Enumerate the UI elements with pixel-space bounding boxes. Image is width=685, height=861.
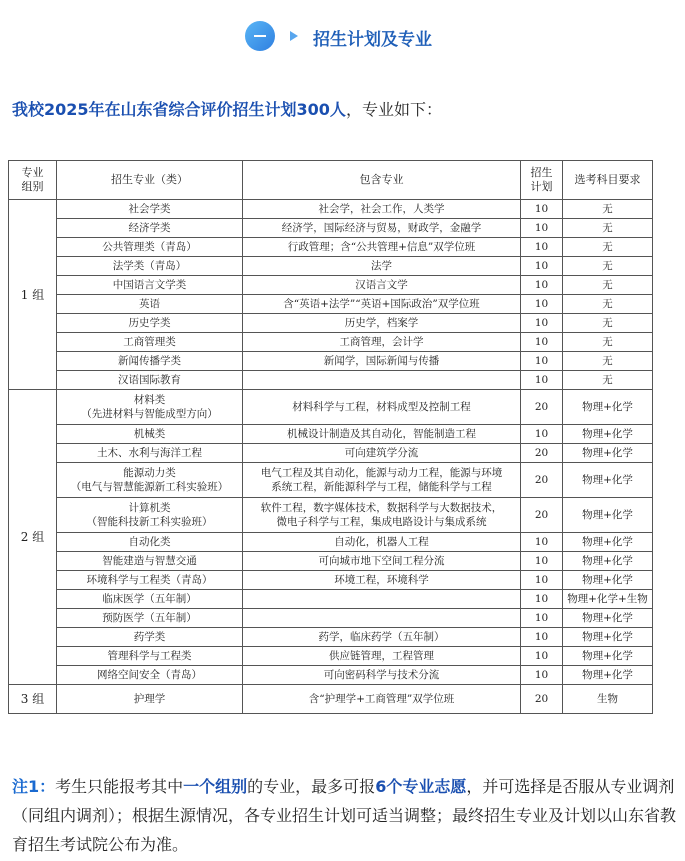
triangle-marker-icon	[290, 31, 298, 41]
table-row	[9, 609, 653, 628]
subjects-cell: 物理+化学	[563, 628, 653, 647]
note-paragraph	[12, 772, 677, 859]
table-row	[9, 533, 653, 552]
major-cell: 能源动力类 （电气与智慧能源新工科实验班）	[57, 463, 243, 498]
includes-cell: 含“护理学+工商管理”双学位班	[243, 685, 521, 714]
major-cell: 英语	[57, 295, 243, 314]
group-cell: 1 组	[9, 200, 57, 390]
quota-cell: 20	[521, 444, 563, 463]
table-row	[9, 333, 653, 352]
includes-cell: 可向建筑学分流	[243, 444, 521, 463]
table-row	[9, 371, 653, 390]
quota-cell: 20	[521, 463, 563, 498]
note-text-2: 的专业，最多可报	[247, 777, 376, 796]
subjects-cell: 无	[563, 219, 653, 238]
major-cell: 公共管理类（青岛）	[57, 238, 243, 257]
subjects-cell: 无	[563, 333, 653, 352]
subjects-cell: 物理+化学	[563, 425, 653, 444]
table-row	[9, 219, 653, 238]
subjects-cell: 物理+化学	[563, 609, 653, 628]
major-cell: 法学类（青岛）	[57, 257, 243, 276]
subjects-cell: 无	[563, 238, 653, 257]
subjects-cell: 物理+化学	[563, 390, 653, 425]
quota-cell: 10	[521, 571, 563, 590]
major-cell: 工商管理类	[57, 333, 243, 352]
major-cell: 药学类	[57, 628, 243, 647]
major-cell: 网络空间安全（青岛）	[57, 666, 243, 685]
quota-cell: 10	[521, 219, 563, 238]
table-row	[9, 276, 653, 295]
includes-cell: 含“英语+法学”“英语+国际政治”双学位班	[243, 295, 521, 314]
includes-cell: 汉语言文学	[243, 276, 521, 295]
col-header-group: 专业 组别	[9, 161, 57, 200]
table-row	[9, 314, 653, 333]
table-row	[9, 685, 653, 714]
includes-cell: 电气工程及其自动化，能源与动力工程，能源与环境 系统工程，新能源科学与工程，储能科学与工程	[243, 463, 521, 498]
table-row	[9, 463, 653, 498]
subjects-cell: 无	[563, 314, 653, 333]
table-row	[9, 200, 653, 219]
major-cell: 土木、水利与海洋工程	[57, 444, 243, 463]
subjects-cell: 无	[563, 371, 653, 390]
includes-cell	[243, 609, 521, 628]
quota-cell: 10	[521, 257, 563, 276]
includes-cell: 行政管理；含“公共管理+信息”双学位班	[243, 238, 521, 257]
includes-cell: 环境工程，环境科学	[243, 571, 521, 590]
quota-cell: 10	[521, 533, 563, 552]
major-cell: 历史学类	[57, 314, 243, 333]
table-row	[9, 498, 653, 533]
note-emphasis-1: 一个组别	[183, 777, 248, 796]
note-text-3: ，并可选择是否服从专业调剂（同组内调剂）；根据生源情况，各专业招生计划可适当调整；最终招生专业及计划以山东省教育招生考试院公布为准。	[12, 777, 677, 854]
subjects-cell: 物理+化学	[563, 444, 653, 463]
note-label: 注1：	[12, 777, 56, 796]
quota-cell: 20	[521, 498, 563, 533]
section-title: 招生计划及专业	[313, 30, 432, 50]
note-emphasis-2: 6个专业志愿	[375, 777, 467, 796]
quota-cell: 10	[521, 200, 563, 219]
intro-rest: ，专业如下：	[345, 100, 442, 119]
major-cell: 经济学类	[57, 219, 243, 238]
subjects-cell: 物理+化学	[563, 498, 653, 533]
major-cell: 管理科学与工程类	[57, 647, 243, 666]
includes-cell: 材料科学与工程，材料成型及控制工程	[243, 390, 521, 425]
table-row	[9, 352, 653, 371]
quota-cell: 10	[521, 238, 563, 257]
includes-cell: 软件工程，数字媒体技术，数据科学与大数据技术， 微电子科学与工程，集成电路设计与集成系统	[243, 498, 521, 533]
admission-plan-table	[8, 160, 653, 714]
includes-cell: 药学，临床药学（五年制）	[243, 628, 521, 647]
subjects-cell: 无	[563, 295, 653, 314]
table-row	[9, 425, 653, 444]
intro-line	[12, 97, 442, 120]
quota-cell: 10	[521, 666, 563, 685]
quota-cell: 10	[521, 647, 563, 666]
includes-cell: 新闻学，国际新闻与传播	[243, 352, 521, 371]
dash-circle-icon	[245, 21, 275, 51]
includes-cell: 经济学，国际经济与贸易，财政学，金融学	[243, 219, 521, 238]
major-cell: 社会学类	[57, 200, 243, 219]
major-cell: 自动化类	[57, 533, 243, 552]
includes-cell: 供应链管理，工程管理	[243, 647, 521, 666]
table-row	[9, 628, 653, 647]
table-header-row	[9, 161, 653, 200]
quota-cell: 10	[521, 628, 563, 647]
subjects-cell: 无	[563, 352, 653, 371]
quota-cell: 10	[521, 276, 563, 295]
major-cell: 新闻传播学类	[57, 352, 243, 371]
subjects-cell: 物理+化学	[563, 463, 653, 498]
col-header-major: 招生专业（类）	[57, 161, 243, 200]
major-cell: 中国语言文学类	[57, 276, 243, 295]
table-body	[9, 200, 653, 714]
group-cell: 3 组	[9, 685, 57, 714]
includes-cell	[243, 590, 521, 609]
major-cell: 材料类 （先进材料与智能成型方向）	[57, 390, 243, 425]
includes-cell: 社会学，社会工作，人类学	[243, 200, 521, 219]
quota-cell: 10	[521, 333, 563, 352]
col-header-quota: 招生 计划	[521, 161, 563, 200]
quota-cell: 10	[521, 609, 563, 628]
quota-cell: 10	[521, 352, 563, 371]
subjects-cell: 物理+化学	[563, 552, 653, 571]
major-cell: 机械类	[57, 425, 243, 444]
subjects-cell: 物理+化学	[563, 571, 653, 590]
major-cell: 预防医学（五年制）	[57, 609, 243, 628]
subjects-cell: 物理+化学	[563, 666, 653, 685]
includes-cell: 历史学，档案学	[243, 314, 521, 333]
table-row	[9, 390, 653, 425]
subjects-cell: 物理+化学	[563, 647, 653, 666]
group-cell: 2 组	[9, 390, 57, 685]
quota-cell: 20	[521, 390, 563, 425]
major-cell: 智能建造与智慧交通	[57, 552, 243, 571]
includes-cell: 机械设计制造及其自动化，智能制造工程	[243, 425, 521, 444]
quota-cell: 20	[521, 685, 563, 714]
table-row	[9, 257, 653, 276]
quota-cell: 10	[521, 314, 563, 333]
includes-cell: 法学	[243, 257, 521, 276]
subjects-cell: 无	[563, 276, 653, 295]
intro-emphasis: 我校2025年在山东省综合评价招生计划300人	[12, 100, 346, 119]
major-cell: 临床医学（五年制）	[57, 590, 243, 609]
table-row	[9, 590, 653, 609]
includes-cell: 工商管理，会计学	[243, 333, 521, 352]
table-row	[9, 238, 653, 257]
quota-cell: 10	[521, 295, 563, 314]
table-row	[9, 647, 653, 666]
table-row	[9, 444, 653, 463]
subjects-cell: 生物	[563, 685, 653, 714]
quota-cell: 10	[521, 552, 563, 571]
includes-cell: 自动化，机器人工程	[243, 533, 521, 552]
quota-cell: 10	[521, 371, 563, 390]
subjects-cell: 物理+化学	[563, 533, 653, 552]
col-header-includes: 包含专业	[243, 161, 521, 200]
table-row	[9, 571, 653, 590]
note-text-1: 考生只能报考其中	[55, 777, 184, 796]
major-cell: 护理学	[57, 685, 243, 714]
major-cell: 汉语国际教育	[57, 371, 243, 390]
includes-cell: 可向密码科学与技术分流	[243, 666, 521, 685]
major-cell: 计算机类 （智能科技新工科实验班）	[57, 498, 243, 533]
subjects-cell: 无	[563, 200, 653, 219]
major-cell: 环境科学与工程类（青岛）	[57, 571, 243, 590]
includes-cell: 可向城市地下空间工程分流	[243, 552, 521, 571]
table-row	[9, 295, 653, 314]
table-row	[9, 666, 653, 685]
includes-cell	[243, 371, 521, 390]
subjects-cell: 物理+化学+生物	[563, 590, 653, 609]
subjects-cell: 无	[563, 257, 653, 276]
quota-cell: 10	[521, 425, 563, 444]
section-header	[0, 0, 685, 72]
quota-cell: 10	[521, 590, 563, 609]
col-header-subjects: 选考科目要求	[563, 161, 653, 200]
table-row	[9, 552, 653, 571]
